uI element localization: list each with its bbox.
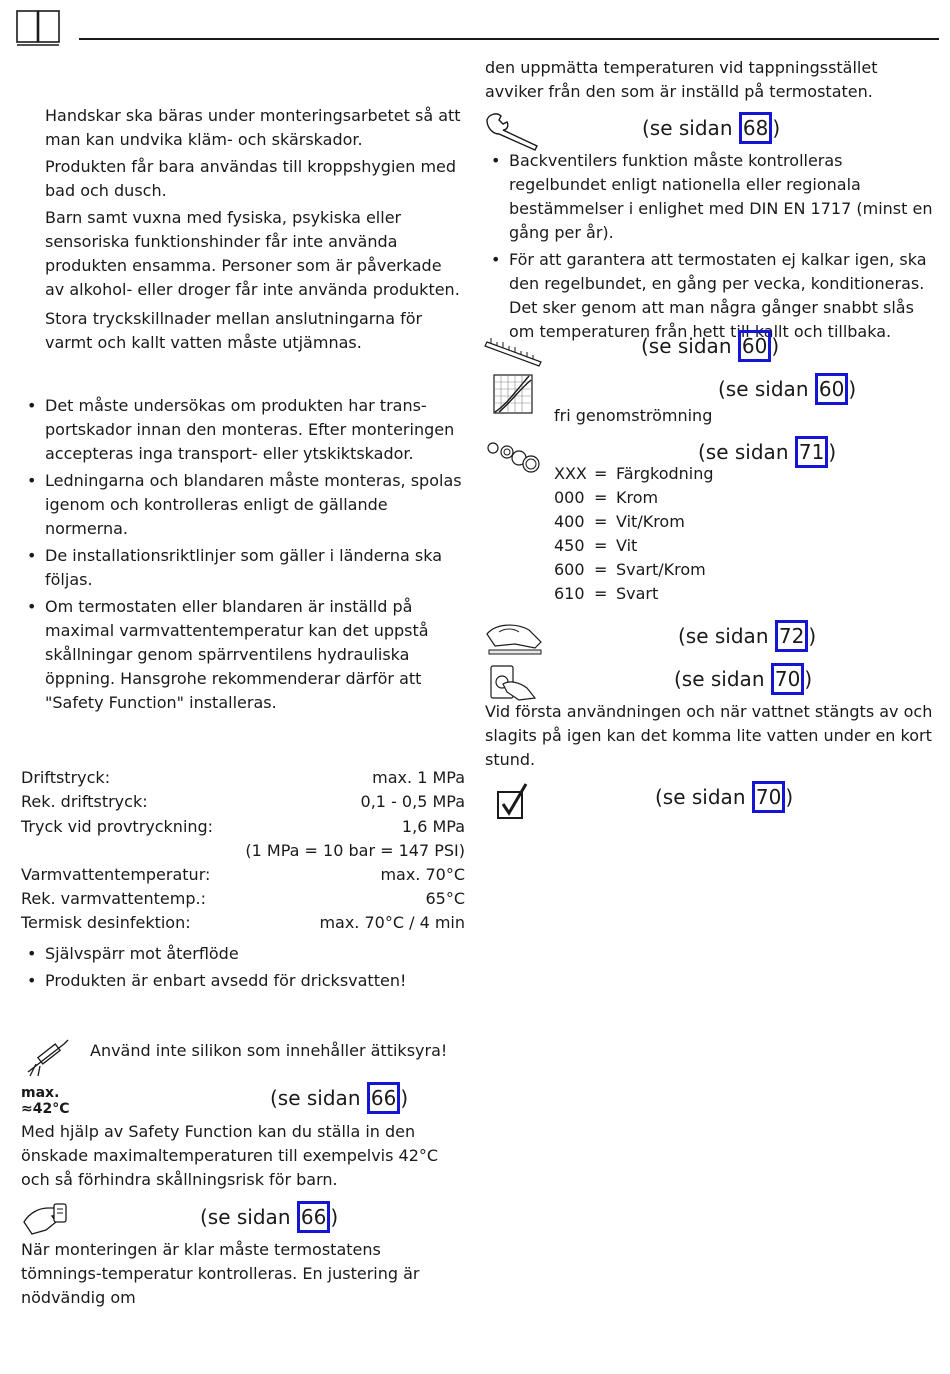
cleaning-hand-icon <box>485 620 543 665</box>
spec-label: Varmvattentemperatur: <box>21 865 211 884</box>
page-link[interactable]: 66 <box>367 1082 400 1114</box>
ref-prefix: (se sidan <box>698 440 795 464</box>
list-item: • Backventilers funktion måste kontrolleras regelbundet enligt nationella eller regionala bestämmelser i enlighet med DIN EN 1717 (minst en gång per år). <box>485 149 937 245</box>
page-reference <box>642 112 780 144</box>
list-item: • Om termostaten eller blandaren är inställd på maximal varmvattentemperatur kan det uppstå skållningar genom spärrventilens hydrauliska öppning. Hansgrohe rekommenderar därför att "Safety Function" installeras. <box>21 595 465 715</box>
color-name: Svart/Krom <box>616 560 706 579</box>
ref-prefix: (se sidan <box>718 377 815 401</box>
ref-suffix: ) <box>828 440 837 464</box>
ref-prefix: (se sidan <box>270 1086 367 1110</box>
page-reference <box>200 1201 338 1233</box>
color-code: XXX <box>554 464 587 483</box>
color-code-row <box>554 510 714 534</box>
ref-suffix: ) <box>771 334 780 358</box>
color-name: Färgkodning <box>616 464 714 483</box>
spec-label: Rek. driftstryck: <box>21 792 148 811</box>
ref-suffix: ) <box>785 785 794 809</box>
color-code: 610 <box>554 584 585 603</box>
spec-row <box>21 815 465 839</box>
safety-function-text: Med hjälp av Safety Function kan du ställa in den önskade maximaltemperaturen till exempelvis 42°C och så förhindra skållningsrisk för barn. <box>21 1122 439 1189</box>
color-code: 600 <box>554 560 585 579</box>
ruler-icon <box>485 332 543 375</box>
ref-prefix: (se sidan <box>641 334 738 358</box>
equals-sign: = <box>594 536 608 555</box>
page-link[interactable]: 68 <box>739 112 772 144</box>
color-name: Vit <box>616 536 638 555</box>
page-link[interactable]: 60 <box>815 373 848 405</box>
color-name: Vit/Krom <box>616 512 685 531</box>
spec-row <box>21 790 465 814</box>
continued-text: den uppmätta temperaturen vid tappningsstället avviker från den som är inställd på termostaten. <box>485 58 878 101</box>
max-temp-value: ≈42°C <box>21 1101 70 1117</box>
page-link[interactable]: 71 <box>795 436 828 468</box>
ref-prefix: (se sidan <box>678 624 775 648</box>
book-icon <box>16 10 60 46</box>
flow-diagram-icon <box>493 374 533 421</box>
ref-suffix: ) <box>808 624 817 648</box>
ref-prefix: (se sidan <box>642 116 739 140</box>
ref-prefix: (se sidan <box>655 785 752 809</box>
max-temp-label: max. <box>21 1085 60 1101</box>
equals-sign: = <box>594 488 608 507</box>
spec-value: max. 70°C / 4 min <box>319 913 465 932</box>
list-item: • Produkten är enbart avsedd för dricksvatten! <box>21 969 465 993</box>
spec-row <box>21 863 465 887</box>
safety-paragraph: Barn samt vuxna med fysiska, psykiska eller sensoriska funktionshinder får inte använda produkten ensamma. Personer som är påverkade av alkohol- eller droger får inte använda produkten. <box>45 208 460 299</box>
equals-sign: = <box>594 560 608 579</box>
ref-prefix: (se sidan <box>200 1205 297 1229</box>
spec-label: Tryck vid provtryckning: <box>21 817 214 836</box>
ref-suffix: ) <box>330 1205 339 1229</box>
equals-sign: = <box>594 512 608 531</box>
spec-row <box>21 911 465 935</box>
service-bullet-list <box>485 149 937 347</box>
page-link[interactable]: 70 <box>752 781 785 813</box>
color-code-row <box>554 462 714 486</box>
ref-suffix: ) <box>400 1086 409 1110</box>
color-code: 400 <box>554 512 585 531</box>
header-rule <box>79 38 939 40</box>
color-code: 450 <box>554 536 585 555</box>
ref-prefix: (se sidan <box>674 667 771 691</box>
page-reference <box>270 1082 408 1114</box>
color-code-row <box>554 558 714 582</box>
list-item: • De installationsriktlinjer som gäller i länderna ska följas. <box>21 544 465 592</box>
silicone-gun-icon <box>24 1036 70 1085</box>
safety-paragraph: Produkten får bara användas till kroppshygien med bad och dusch. <box>45 157 457 200</box>
check-text: När monteringen är klar måste termostatens tömnings-temperatur kontrolleras. En justering är nödvändig om <box>21 1240 420 1307</box>
page-reference <box>698 436 836 468</box>
color-code-row <box>554 534 714 558</box>
page-link[interactable]: 70 <box>771 663 804 695</box>
ref-suffix: ) <box>804 667 813 691</box>
safety-paragraph: Stora tryckskillnader mellan anslutningarna för varmt och kallt vatten måste utjämnas. <box>45 309 423 352</box>
page-link[interactable]: 60 <box>738 330 771 362</box>
color-name: Krom <box>616 488 659 507</box>
first-use-text: Vid första användningen och när vattnet stängts av och slagits på igen kan det komma lite vatten under en kort stund. <box>485 702 933 769</box>
spare-parts-icon <box>485 438 543 485</box>
ref-suffix: ) <box>848 377 857 401</box>
spec-row <box>21 766 465 790</box>
equals-sign: = <box>594 464 608 483</box>
spec-label: Rek. varmvattentemp.: <box>21 889 206 908</box>
color-code-list <box>554 462 714 606</box>
color-code: 000 <box>554 488 585 507</box>
spec-value: (1 MPa = 10 bar = 147 PSI) <box>245 841 465 860</box>
equals-sign: = <box>594 584 608 603</box>
color-code-row <box>554 486 714 510</box>
ref-suffix: ) <box>772 116 781 140</box>
spec-value: 1,6 MPa <box>401 817 465 836</box>
spec-value: max. 70°C <box>380 865 465 884</box>
page-reference <box>655 781 793 813</box>
spec-label: Driftstryck: <box>21 768 111 787</box>
spec-value: 0,1 - 0,5 MPa <box>360 792 465 811</box>
spec-value: 65°C <box>425 889 465 908</box>
safety-paragraph: Handskar ska bäras under monteringsarbetet så att man kan undvika kläm- och skärskador. <box>45 106 461 149</box>
list-item: • Det måste undersökas om produkten har trans-portskador innan den monteras. Efter monteringen accepteras inga transport- eller ytskiktskador. <box>21 394 465 466</box>
hand-thermometer-icon <box>22 1200 70 1243</box>
page-reference <box>718 373 856 405</box>
spec-label: Termisk desinfektion: <box>21 913 191 932</box>
color-name: Svart <box>616 584 659 603</box>
page-link[interactable]: 72 <box>775 620 808 652</box>
flow-text: fri genomströmning <box>554 406 713 425</box>
color-code-row <box>554 582 714 606</box>
list-item: • Ledningarna och blandaren måste monteras, spolas igenom och kontrolleras enligt de gällande normerna. <box>21 469 465 541</box>
page-reference <box>641 330 779 362</box>
max-temp-icon <box>21 1085 70 1117</box>
page-reference <box>678 620 816 652</box>
silicone-note: Använd inte silikon som innehåller ättiksyra! <box>90 1041 448 1060</box>
list-item: • Självspärr mot återflöde <box>21 942 465 966</box>
spec-row <box>21 839 465 863</box>
spec-bullet-list <box>21 942 465 996</box>
page-link[interactable]: 66 <box>297 1201 330 1233</box>
page-reference <box>674 663 812 695</box>
spec-value: max. 1 MPa <box>372 768 465 787</box>
list-item: • För att garantera att termostaten ej kalkar igen, ska den regelbundet, en gång per vecka, konditioneras. Det sker genom att man några gånger snabbt slås om temperaturen från hett till kallt och tillbaka. <box>485 248 937 344</box>
checkbox-icon <box>496 782 530 827</box>
spec-row <box>21 887 465 911</box>
install-bullet-list <box>21 394 465 718</box>
